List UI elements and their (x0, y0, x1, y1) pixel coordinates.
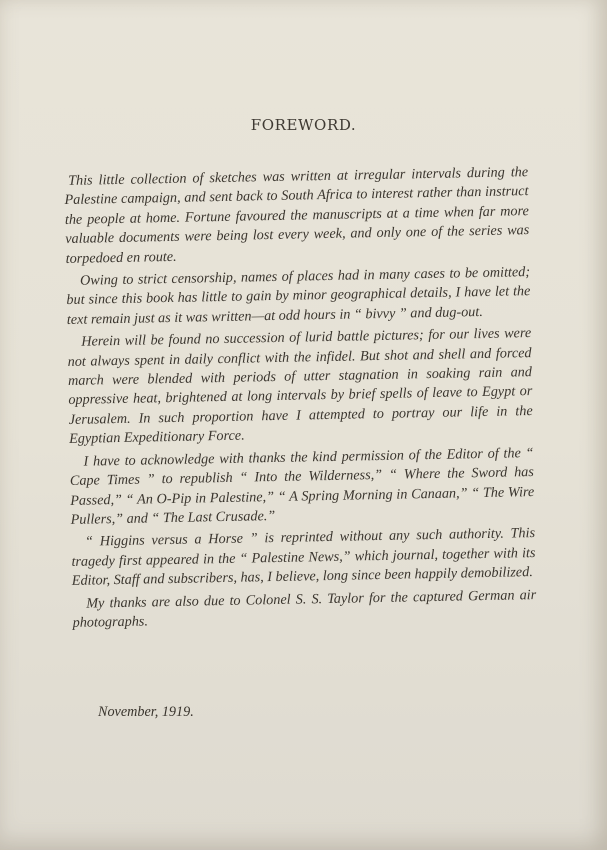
paragraph-4: I have to acknowledge with thanks the kind permission of the Editor of the “ Cape Times ” to republish “ Into the Wilderness,” “ Where the Sword has Passed,” “ An O-Pip in Palestine,” “ A Spring Morning in Canaan,” “ The Wire Pullers,” and “ The Last Crusade.” (69, 444, 535, 528)
foreword-body (64, 163, 537, 636)
paragraph-6: My thanks are also due to Colonel S. S. Taylor for the captured German air photographs. (72, 586, 537, 631)
paragraph-2: Owing to strict censorship, names of places had in many cases to be omitted; but since this book has little to gain by minor geographical details, I have let the text remain just as it was written—at odd hours in “ bivvy ” and dug-out. (66, 264, 531, 328)
date-signoff: November, 1919. (98, 704, 194, 720)
paragraph-5: “ Higgins versus a Horse ” is reprinted without any such authority. This tragedy first appeared in the “ Palestine News,” which journal, together with its Editor, Staff and subscribers, has, I believe, long since been happily demobilized. (71, 525, 536, 590)
paragraph-1: This little collection of sketches was written at irregular intervals during the Palestine campaign, and sent back to South Africa to interest rather than instruct the people at home. Fortune favoured the manuscripts at a time when far more valuable documents were being lost every week, and only one of the series was torpedoed en route. (64, 164, 530, 267)
page-title: FOREWORD. (250, 116, 357, 134)
paragraph-3: Herein will be found no succession of lurid battle pictures; for our lives were not always spent in daily conflict with the infidel. But shot and shell and forced march were blended with periods of utter stagnation in soaking rain and oppressive heat, brightened at long intervals by brief spells of leave to Egypt or Jerusalem. In such proportion have I attempted to portray our life in the Egyptian Expeditionary Force. (67, 325, 533, 448)
